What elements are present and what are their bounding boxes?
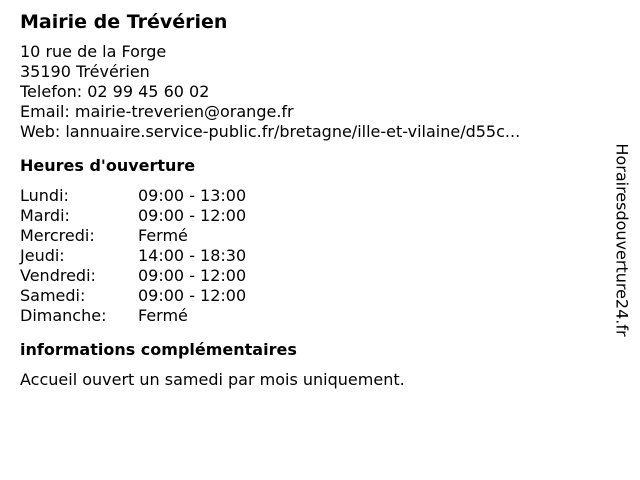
email-line: Email: mairie-treverien@orange.fr: [20, 102, 294, 121]
day-label: Mardi:: [20, 206, 70, 225]
place-card: [20, 10, 600, 390]
time-value: 09:00 - 12:00: [138, 266, 247, 285]
day-label: Vendredi:: [20, 266, 96, 285]
day-label: Dimanche:: [20, 306, 107, 325]
time-value: 09:00 - 13:00: [138, 186, 247, 205]
time-value: Fermé: [138, 306, 188, 325]
day-label: Jeudi:: [20, 246, 65, 265]
phone-line: Telefon: 02 99 45 60 02: [20, 82, 210, 101]
day-label: Mercredi:: [20, 226, 95, 245]
additional-info-heading: informations complémentaires: [20, 340, 297, 359]
opening-hours-table: [20, 186, 600, 326]
time-value: 09:00 - 12:00: [138, 286, 247, 305]
hours-row-tuesday: [20, 206, 600, 226]
hours-row-sunday: [20, 306, 600, 326]
address-line-2: 35190 Trévérien: [20, 62, 150, 81]
hours-row-monday: [20, 186, 600, 206]
hours-row-saturday: [20, 286, 600, 306]
website-line: Web: lannuaire.service-public.fr/bretagne/ille-et-vilaine/d55c...: [20, 122, 521, 141]
time-value: 09:00 - 12:00: [138, 206, 247, 225]
opening-hours-heading: Heures d'ouverture: [20, 156, 196, 175]
hours-row-wednesday: [20, 226, 600, 246]
time-value: Fermé: [138, 226, 188, 245]
additional-info-text: Accueil ouvert un samedi par mois uniquement.: [20, 370, 405, 389]
time-value: 14:00 - 18:30: [138, 246, 247, 265]
address-line-1: 10 rue de la Forge: [20, 42, 167, 61]
watermark-text: Horairesdouverture24.fr: [612, 143, 632, 337]
day-label: Samedi:: [20, 286, 86, 305]
place-title: Mairie de Trévérien: [20, 11, 228, 33]
hours-row-thursday: [20, 246, 600, 266]
day-label: Lundi:: [20, 186, 69, 205]
hours-row-friday: [20, 266, 600, 286]
